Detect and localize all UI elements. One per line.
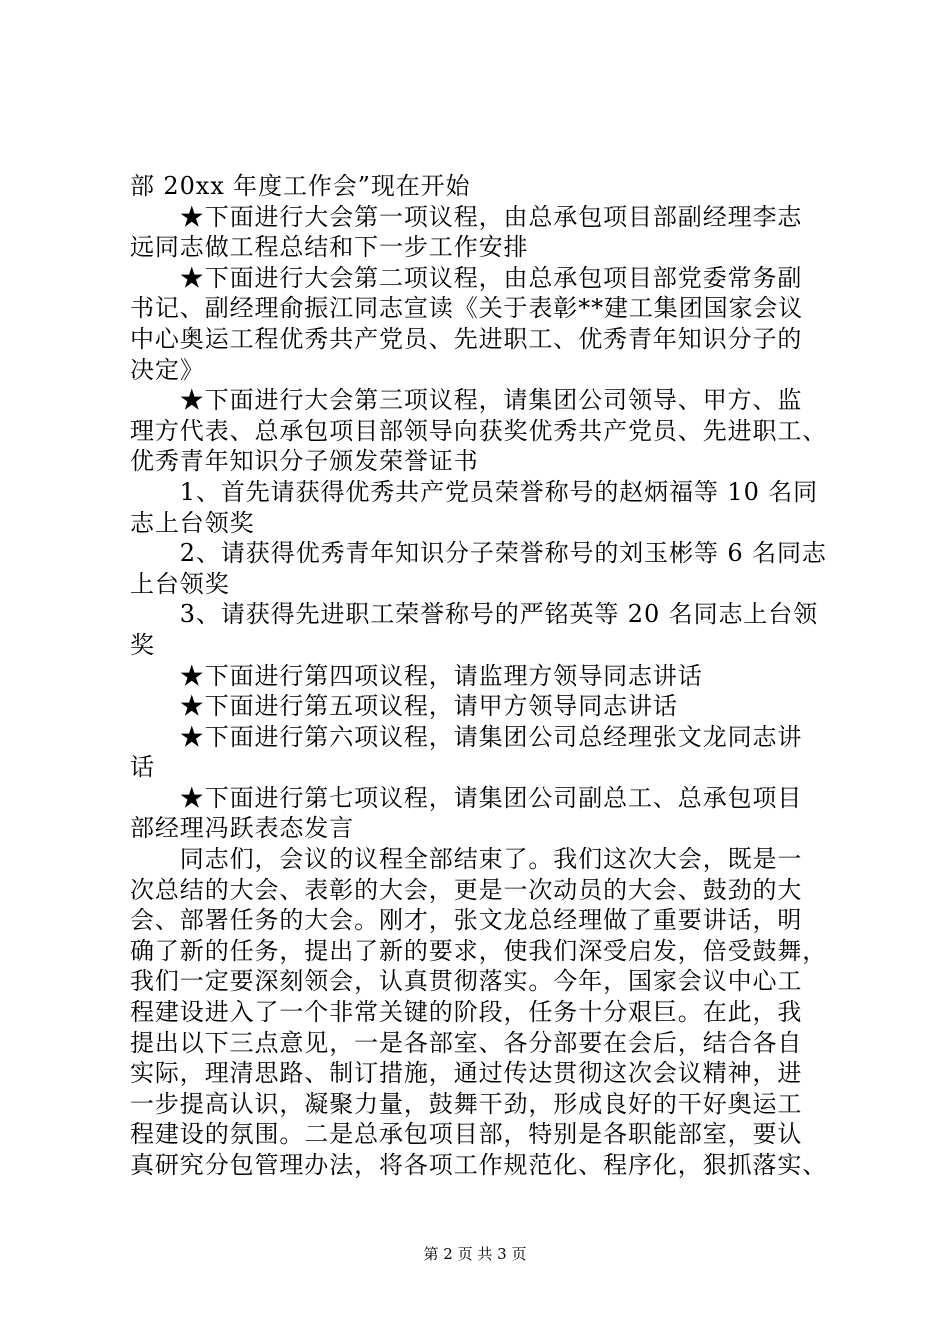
text-line: ★下面进行第七项议程，请集团公司副总工、总承包项目 (130, 783, 803, 812)
text-line: 确了新的任务，提出了新的要求，使我们深受启发，倍受鼓舞， (130, 936, 828, 965)
text-line: 1、首先请获得优秀共产党员荣誉称号的赵炳福等 10 名同 (130, 477, 819, 506)
text-line: 3、请获得先进职工荣誉称号的严铭英等 20 名同志上台领 (130, 600, 819, 629)
text-line: 次总结的大会、表彰的大会，更是一次动员的大会、鼓劲的大 (130, 875, 803, 904)
text-line: 一步提高认识，凝聚力量，鼓舞干劲，形成良好的干好奥运工 (130, 1089, 803, 1118)
text-line: 部 20xx 年度工作会”现在开始 (130, 172, 471, 200)
page-number: 第 2 页 共 3 页 (423, 1245, 527, 1263)
text-line: 我们一定要深刻领会，认真贯彻落实。今年，国家会议中心工 (130, 967, 803, 996)
text-line: 同志们，会议的议程全部结束了。我们这次大会，既是一 (130, 845, 803, 874)
text-line: ★下面进行大会第三项议程，请集团公司领导、甲方、监 (130, 386, 803, 415)
text-line: ★下面进行大会第一项议程，由总承包项目部副经理李志 (130, 202, 803, 231)
text-line: 理方代表、总承包项目部领导向获奖优秀共产党员、先进职工、 (130, 416, 828, 445)
text-line: 实际，理清思路、制订措施，通过传达贯彻这次会议精神，进 (130, 1059, 803, 1088)
text-line: 上台领奖 (130, 569, 230, 598)
text-line: 决定》 (130, 355, 205, 384)
text-line: 中心奥运工程优秀共产党员、先进职工、优秀青年知识分子的 (130, 324, 803, 353)
text-line: 优秀青年知识分子颁发荣誉证书 (130, 447, 479, 476)
text-line: 书记、副经理俞振江同志宣读《关于表彰**建工集团国家会议 (130, 294, 804, 323)
text-line: 奖 (130, 630, 155, 659)
text-line: 程建设进入了一个非常关键的阶段，任务十分艰巨。在此，我 (130, 998, 803, 1027)
text-line: 话 (130, 753, 155, 782)
document-body (130, 171, 835, 1181)
text-line: 远同志做工程总结和下一步工作安排 (130, 233, 529, 262)
text-line: 志上台领奖 (130, 508, 255, 537)
text-line: 会、部署任务的大会。刚才，张文龙总经理做了重要讲话，明 (130, 906, 803, 935)
text-line: 程建设的氛围。二是总承包项目部，特别是各职能部室，要认 (130, 1120, 803, 1149)
text-line: 部经理冯跃表态发言 (130, 814, 355, 843)
text-line: ★下面进行第五项议程，请甲方领导同志讲话 (130, 692, 678, 721)
text-line: 真研究分包管理办法，将各项工作规范化、程序化，狠抓落实、 (130, 1151, 828, 1179)
text-line: ★下面进行第六项议程，请集团公司总经理张文龙同志讲 (130, 722, 803, 751)
text-line: ★下面进行大会第二项议程，由总承包项目部党委常务副 (130, 263, 803, 292)
text-line: 2、请获得优秀青年知识分子荣誉称号的刘玉彬等 6 名同志 (130, 539, 827, 568)
text-line: ★下面进行第四项议程，请监理方领导同志讲话 (130, 661, 703, 690)
text-line: 提出以下三点意见，一是各部室、各分部要在会后，结合各自 (130, 1028, 803, 1057)
